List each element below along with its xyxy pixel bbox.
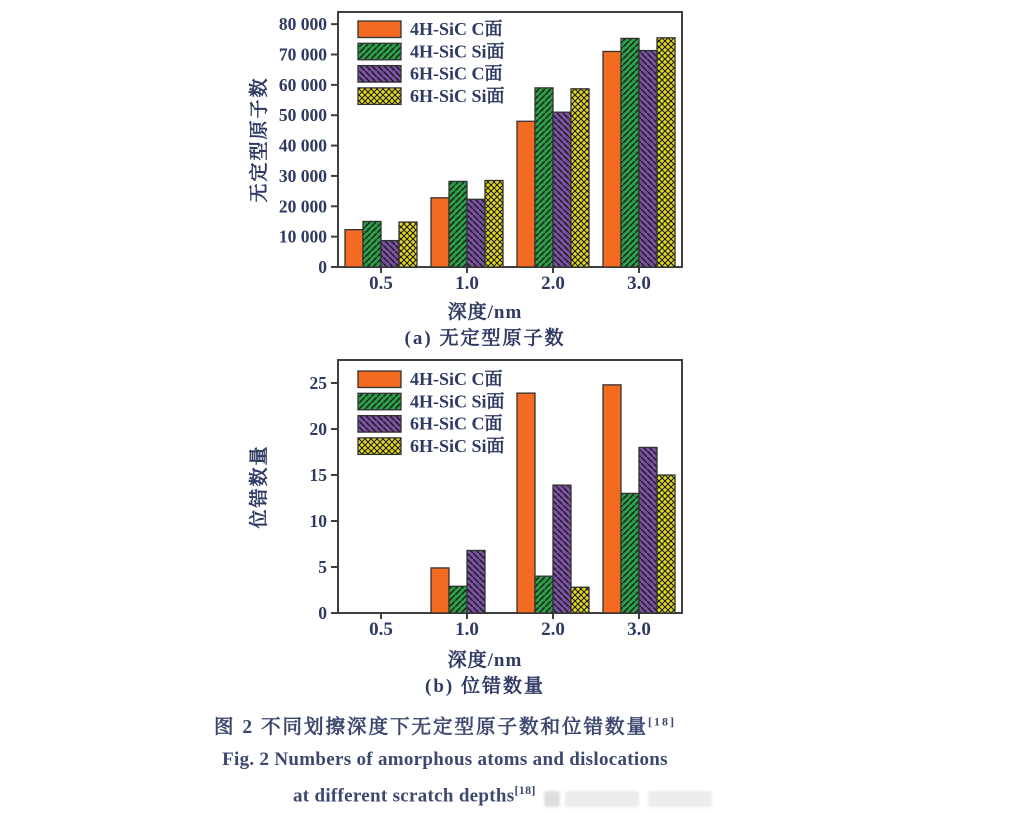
legend-label: 4H-SiC Si面 [410, 391, 505, 412]
figure-caption-en-ref: [18] [514, 783, 536, 797]
figure-caption-zh-ref: [18] [648, 714, 676, 729]
figure-caption-zh-text: 图 2 不同划擦深度下无定型原子数和位错数量 [213, 717, 648, 738]
x-tick-label: 0.5 [369, 273, 393, 294]
legend-label: 4H-SiC Si面 [410, 41, 505, 62]
y-tick-label: 30 000 [278, 165, 327, 186]
legend-swatch [358, 371, 401, 388]
legend-label: 6H-SiC C面 [410, 63, 503, 84]
figure-caption-en-line2 [293, 783, 712, 807]
bar-s0-c3 [603, 51, 621, 267]
bar-s1-c3 [621, 493, 639, 613]
y-tick-label: 40 000 [278, 135, 327, 156]
legend-swatch [358, 416, 401, 433]
bar-s3-c0 [399, 222, 417, 267]
legend-swatch [358, 88, 401, 105]
legend-label: 4H-SiC C面 [410, 19, 503, 39]
y-tick-label: 20 [309, 419, 327, 439]
y-tick-label: 20 000 [278, 196, 327, 217]
bar-s3-c2 [571, 89, 589, 267]
bar-s2-c1 [467, 199, 485, 267]
watermark-blot-1 [544, 791, 560, 807]
y-axis-title: 无定型原子数 [249, 76, 270, 203]
legend-label: 6H-SiC Si面 [410, 435, 505, 456]
y-tick-label: 0 [318, 603, 327, 623]
bar-s1-c0 [363, 221, 381, 267]
x-tick-label: 3.0 [627, 273, 651, 294]
bar-s1-c1 [449, 586, 467, 613]
bar-s2-c0 [381, 241, 399, 267]
x-tick-label: 2.0 [541, 273, 565, 294]
legend-label: 4H-SiC C面 [410, 369, 503, 389]
bar-s3-c3 [657, 38, 675, 267]
bar-s0-c2 [517, 121, 535, 267]
x-tick-label: 2.0 [541, 619, 565, 640]
bar-s0-c1 [431, 568, 449, 613]
bar-s3-c1 [485, 180, 503, 267]
y-tick-label: 50 000 [278, 105, 327, 126]
y-tick-label: 5 [318, 557, 327, 577]
figure-caption-en-line2-text: at different scratch depths [293, 785, 515, 807]
legend-swatch [358, 393, 401, 410]
chart-b [245, 355, 775, 700]
x-tick-label: 3.0 [627, 619, 651, 640]
bar-s0-c2 [517, 393, 535, 613]
watermark-blot-2 [565, 791, 639, 807]
y-tick-label: 80 000 [278, 14, 327, 35]
chart-b-subcaption: (b) 位错数量 [425, 676, 545, 697]
legend-swatch [358, 21, 401, 38]
chart-b-canvas [245, 355, 705, 643]
x-tick-label: 1.0 [455, 273, 479, 294]
bar-s2-c3 [639, 447, 657, 613]
chart-b-x-axis-title: 深度/nm [447, 650, 523, 671]
bar-s1-c2 [535, 88, 553, 267]
x-tick-label: 0.5 [369, 619, 393, 640]
chart-a [245, 5, 775, 350]
bar-s1-c1 [449, 181, 467, 267]
y-axis-title: 位错数量 [249, 444, 270, 529]
figure-caption-zh [165, 711, 725, 739]
legend-swatch [358, 66, 401, 83]
legend-swatch [358, 43, 401, 60]
y-tick-label: 60 000 [278, 74, 327, 95]
bar-s1-c2 [535, 576, 553, 613]
bar-s3-c3 [657, 475, 675, 613]
bar-s2-c1 [467, 550, 485, 613]
bar-s2-c2 [553, 112, 571, 267]
legend-label: 6H-SiC C面 [410, 413, 503, 434]
bar-s0-c3 [603, 385, 621, 613]
watermark-blot-3 [648, 791, 712, 807]
bar-s0-c1 [431, 198, 449, 267]
bar-s3-c2 [571, 587, 589, 613]
bar-s2-c3 [639, 51, 657, 267]
y-tick-label: 25 [309, 373, 327, 393]
bar-s0-c0 [345, 230, 363, 267]
bar-s2-c2 [553, 485, 571, 613]
y-tick-label: 0 [318, 257, 327, 277]
figure-caption-en-line1: Fig. 2 Numbers of amorphous atoms and dislocations [222, 749, 668, 770]
y-tick-label: 15 [309, 465, 327, 485]
chart-a-x-axis-title: 深度/nm [447, 302, 523, 323]
bar-s1-c3 [621, 38, 639, 267]
chart-a-canvas [245, 5, 705, 295]
chart-a-subcaption: (a) 无定型原子数 [404, 328, 566, 349]
x-tick-label: 1.0 [455, 619, 479, 640]
legend-swatch [358, 438, 401, 455]
y-tick-label: 70 000 [278, 44, 327, 65]
y-tick-label: 10 000 [278, 226, 327, 247]
legend-label: 6H-SiC Si面 [410, 85, 505, 106]
y-tick-label: 10 [309, 511, 327, 531]
